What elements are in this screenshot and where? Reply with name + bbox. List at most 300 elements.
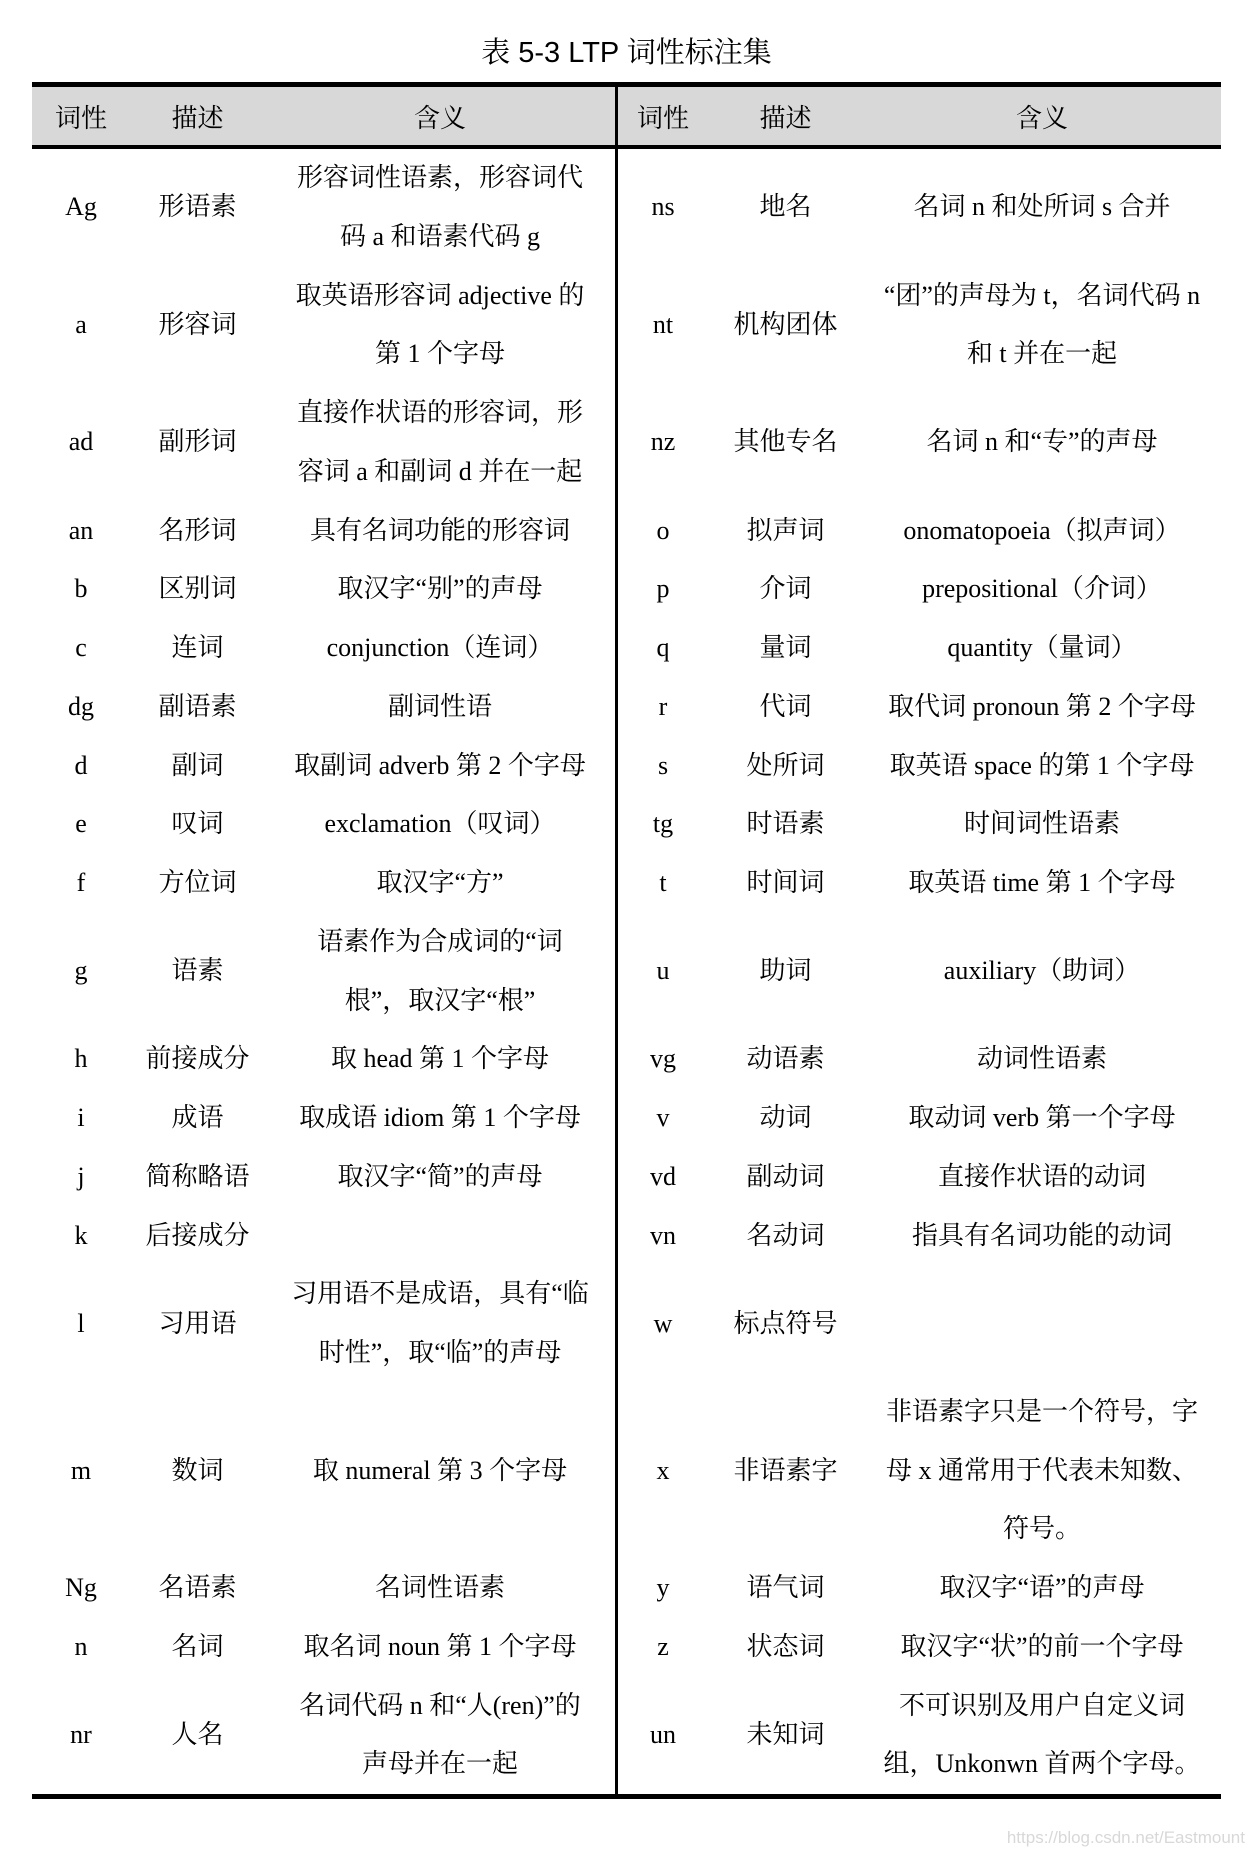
desc-cell-text: 拟声词 [746,515,825,545]
table-row [618,1559,1221,1618]
tag-cell-text: n [74,1631,88,1661]
tag-cell [32,384,130,502]
meaning-line: 取英语 space 的第 1 个字母 [889,750,1195,780]
desc-cell-text: 简称略语 [145,1161,250,1191]
tag-cell [618,149,708,267]
meaning-cell [863,619,1221,678]
desc-cell-text: 区别词 [158,574,237,604]
desc-cell-text: 其他专名 [733,427,838,457]
desc-cell-text: 副语素 [158,691,237,721]
table-row [32,560,615,619]
table-header [32,87,1221,149]
meaning-cell [863,1089,1221,1148]
meaning-cell [265,1383,615,1559]
meaning-line: 指具有名词功能的动词 [911,1220,1172,1250]
table-row [618,1265,1221,1383]
meaning-line: 形容词性语素，形容词代 [296,163,583,192]
desc-cell-text: 名词 [171,1631,224,1661]
tag-cell-text: r [658,691,668,721]
tag-cell-text: a [75,309,87,339]
desc-cell-text: 语素 [171,956,224,986]
table-body [32,149,1221,1794]
tag-cell-text: m [70,1455,92,1485]
meaning-cell [863,1148,1221,1207]
desc-cell [708,1618,863,1677]
desc-cell [708,149,863,267]
meaning-cell [265,1559,615,1618]
desc-cell-text: 动语素 [746,1044,825,1074]
tag-cell-text: j [77,1161,85,1191]
desc-cell-text: 状态词 [746,1631,825,1661]
desc-cell [708,737,863,796]
table-row [618,502,1221,561]
meaning-cell [863,1265,1221,1383]
meaning-cell [265,1089,615,1148]
desc-cell-text: 助词 [759,956,812,986]
meaning-line: 取成语 idiom 第 1 个字母 [299,1103,581,1132]
tag-cell-text: q [656,633,670,662]
desc-cell [708,678,863,737]
desc-cell-text: 名形词 [158,515,237,545]
tag-cell-text: vd [650,1161,676,1191]
meaning-line: 符号。 [1002,1514,1081,1544]
desc-cell-text: 代词 [759,691,812,721]
desc-cell-text: 人名 [171,1719,224,1749]
tag-cell-text: u [656,956,670,986]
tag-cell-text: un [650,1719,676,1749]
meaning-cell [863,267,1221,385]
desc-cell-text: 方位词 [158,868,237,897]
tag-cell-text: p [656,574,670,604]
tag-cell [32,795,130,854]
meaning-cell [863,384,1221,502]
table-row [32,267,615,385]
tag-cell-text: e [75,809,87,839]
meaning-line: conjunction（连词） [326,633,554,662]
table-row [618,1148,1221,1207]
table-row [32,1030,615,1089]
meaning-cell [265,737,615,796]
desc-cell-text: 副形词 [158,427,237,457]
tag-cell-text: s [657,750,669,780]
table-row [618,1677,1221,1795]
desc-cell-text: 动词 [759,1103,812,1132]
desc-cell [708,1089,863,1148]
tag-cell [618,1559,708,1618]
meaning-line: 非语素字只是一个符号，字 [885,1396,1198,1426]
meaning-cell [863,913,1221,1031]
desc-cell-text: 未知词 [746,1719,825,1749]
meaning-cell [863,854,1221,913]
desc-cell [130,1618,265,1677]
tag-cell-text: x [656,1455,670,1485]
table-row [618,1030,1221,1089]
tag-cell [618,913,708,1031]
meaning-line: 取汉字“语”的声母 [939,1573,1145,1602]
desc-cell-text: 名动词 [746,1220,825,1250]
desc-cell-text: 形语素 [158,192,237,222]
header-desc: 描述 [759,102,812,133]
meaning-line: 时间词性语素 [963,809,1120,839]
desc-cell-text: 叹词 [171,809,224,839]
table-row [32,1265,615,1383]
meaning-cell [863,737,1221,796]
table-row [32,678,615,737]
desc-cell-text: 数词 [171,1455,224,1485]
meaning-cell [265,1677,615,1795]
tag-cell [618,854,708,913]
meaning-line: 取动词 verb 第一个字母 [908,1103,1176,1132]
table-row [32,149,615,267]
meaning-line: 取英语 time 第 1 个字母 [908,868,1176,897]
desc-cell-text: 处所词 [746,750,825,780]
desc-cell [130,1383,265,1559]
tag-cell-text: y [656,1573,670,1602]
meaning-line: 不可识别及用户自定义词 [898,1690,1185,1720]
header-tag: 词性 [636,102,689,133]
tag-cell [32,1265,130,1383]
tag-cell [32,1030,130,1089]
meaning-line: 声母并在一起 [361,1749,518,1779]
table-row [618,149,1221,267]
tag-cell [32,1207,130,1266]
tag-cell [32,1559,130,1618]
desc-cell [130,737,265,796]
tag-cell [32,149,130,267]
tag-cell [618,1383,708,1559]
meaning-cell [265,619,615,678]
tag-cell [618,619,708,678]
meaning-line: 动词性语素 [976,1044,1107,1074]
header-desc: 描述 [171,102,224,133]
header-meaning: 含义 [265,87,618,145]
desc-cell [130,1148,265,1207]
desc-cell-text: 机构团体 [733,309,838,339]
meaning-line: 取 head 第 1 个字母 [330,1044,550,1074]
meaning-line: 语素作为合成词的“词 [317,926,563,956]
meaning-line: exclamation（叹词） [324,809,556,839]
desc-cell [708,1265,863,1383]
tag-cell [618,737,708,796]
table-caption: 表 5-3 LTP 词性标注集 [481,37,772,69]
desc-cell-text: 时间词 [746,868,825,897]
tag-cell-text: f [76,868,86,897]
desc-cell [708,1030,863,1089]
meaning-cell [863,560,1221,619]
meaning-cell [863,1207,1221,1266]
meaning-cell [863,795,1221,854]
table-row [32,502,615,561]
tag-cell [618,678,708,737]
tag-cell-text: an [68,515,94,545]
meaning-cell [863,502,1221,561]
desc-cell [708,384,863,502]
tag-cell-text: nz [650,427,676,457]
meaning-line: 码 a 和语素代码 g [339,221,541,251]
desc-cell-text: 量词 [759,633,812,662]
desc-cell-text: 后接成分 [145,1220,250,1250]
meaning-line: 直接作状语的形容词，形 [296,398,583,427]
tag-cell-text: g [74,956,88,986]
meaning-line: 容词 a 和副词 d 并在一起 [297,456,583,486]
tag-cell [618,560,708,619]
desc-cell [708,854,863,913]
desc-cell [130,678,265,737]
tag-cell-text: nt [652,309,674,339]
desc-cell-text: 成语 [171,1103,224,1132]
desc-cell [708,560,863,619]
meaning-cell [863,1030,1221,1089]
tag-cell-text: nr [70,1719,92,1749]
meaning-cell [265,795,615,854]
desc-cell-text: 介词 [759,574,812,604]
meaning-cell [265,267,615,385]
desc-cell-text: 非语素字 [733,1455,838,1485]
desc-cell [130,1559,265,1618]
tag-cell [32,560,130,619]
desc-cell [708,795,863,854]
desc-cell [130,560,265,619]
meaning-cell [265,1207,615,1266]
meaning-line: onomatopoeia（拟声词） [903,515,1181,545]
table-row [32,1383,615,1559]
tag-cell [32,854,130,913]
watermark: https://blog.csdn.net/Eastmount [1006,1828,1245,1847]
meaning-line: “团”的声母为 t，名词代码 n [883,280,1201,310]
table-row [618,1383,1221,1559]
desc-cell [708,913,863,1031]
table-row [618,1618,1221,1677]
meaning-line: auxiliary（助词） [943,956,1141,986]
meaning-line: 名词性语素 [374,1573,505,1602]
table-row [32,1148,615,1207]
meaning-line: 取 numeral 第 3 个字母 [312,1455,568,1485]
table-row [618,795,1221,854]
desc-cell [130,795,265,854]
tag-cell [618,1265,708,1383]
tag-cell [618,1148,708,1207]
desc-cell [130,1265,265,1383]
desc-cell [130,384,265,502]
table-row [618,913,1221,1031]
table-row [618,267,1221,385]
tag-cell [32,1089,130,1148]
table-row [32,854,615,913]
table-row [32,1089,615,1148]
desc-cell-text: 习用语 [158,1308,237,1338]
tag-cell-text: Ng [65,1573,97,1602]
desc-cell [130,913,265,1031]
tag-cell-text: vn [650,1220,676,1250]
tag-cell [618,795,708,854]
desc-cell [708,1559,863,1618]
meaning-cell [265,1030,615,1089]
tag-cell-text: ad [68,427,94,457]
meaning-cell [863,149,1221,267]
table-row [32,384,615,502]
meaning-cell [265,1618,615,1677]
meaning-cell [265,854,615,913]
tag-cell-text: t [659,868,667,897]
meaning-line: 具有名词功能的形容词 [309,515,570,545]
desc-cell-text: 名语素 [158,1573,237,1602]
tag-cell [618,1089,708,1148]
table-row [618,1089,1221,1148]
table-row [618,560,1221,619]
table-row [618,678,1221,737]
desc-cell [130,149,265,267]
tag-cell [32,737,130,796]
desc-cell-text: 形容词 [158,309,237,339]
tag-cell [32,502,130,561]
table-row [32,737,615,796]
tag-cell-text: h [74,1044,88,1074]
tag-cell-text: d [74,750,88,780]
desc-cell [130,1089,265,1148]
header-tag: 词性 [54,102,107,133]
meaning-cell [265,678,615,737]
table-row [618,854,1221,913]
desc-cell-text: 连词 [171,633,224,662]
tag-cell [32,1148,130,1207]
pos-tag-table [32,82,1221,1799]
meaning-line: 直接作状语的动词 [937,1161,1146,1191]
desc-cell-text: 时语素 [746,809,825,839]
meaning-cell [265,1148,615,1207]
desc-cell [130,619,265,678]
tag-cell-text: v [656,1103,670,1132]
meaning-cell [863,1618,1221,1677]
desc-cell-text: 副动词 [746,1161,825,1191]
desc-cell [708,1148,863,1207]
meaning-cell [265,1265,615,1383]
tag-cell [32,1677,130,1795]
meaning-line: 取汉字“简”的声母 [337,1161,543,1191]
table-row [32,913,615,1031]
table-row [32,1618,615,1677]
header-meaning: 含义 [1015,102,1068,133]
tag-cell-text: dg [68,691,94,721]
meaning-line: 取汉字“状”的前一个字母 [900,1631,1184,1661]
desc-cell [130,1677,265,1795]
tag-cell-text: c [75,633,87,662]
desc-cell [708,267,863,385]
tag-cell-text: k [74,1220,88,1250]
meaning-cell [265,913,615,1031]
left-half [32,149,618,1794]
meaning-line: 取代词 pronoun 第 2 个字母 [888,691,1196,721]
desc-cell [708,502,863,561]
meaning-line: 名词代码 n 和“人(ren)”的 [299,1690,581,1720]
tag-cell [32,267,130,385]
desc-cell [130,854,265,913]
tag-cell-text: l [77,1308,85,1338]
table-row [618,384,1221,502]
meaning-line: 取名词 noun 第 1 个字母 [303,1631,577,1661]
tag-cell-text: tg [652,809,674,839]
meaning-cell [265,149,615,267]
meaning-cell [265,502,615,561]
table-row [618,619,1221,678]
table-row [32,1559,615,1618]
meaning-line: 取汉字“方” [376,868,504,897]
tag-cell-text: z [657,1631,669,1661]
meaning-line: 名词 n 和处所词 s 合并 [913,192,1171,222]
table-row [618,1207,1221,1266]
tag-cell-text: vg [650,1044,676,1074]
meaning-cell [863,1559,1221,1618]
table-row [32,1677,615,1795]
meaning-cell [265,384,615,502]
meaning-cell [265,560,615,619]
tag-cell-text: Ag [65,192,97,222]
tag-cell [32,1383,130,1559]
table-row [618,737,1221,796]
tag-cell [618,502,708,561]
desc-cell [708,619,863,678]
meaning-line: 第 1 个字母 [374,339,505,369]
tag-cell-text: i [77,1103,85,1132]
table-row [32,619,615,678]
right-half [618,149,1221,1794]
meaning-cell [863,678,1221,737]
meaning-line: 取汉字“别”的声母 [337,574,543,604]
meaning-cell [863,1383,1221,1559]
tag-cell [32,678,130,737]
desc-cell-text: 地名 [759,192,812,222]
tag-cell [618,384,708,502]
desc-cell-text: 前接成分 [145,1044,250,1074]
tag-cell [618,267,708,385]
tag-cell [618,1030,708,1089]
meaning-line: 取副词 adverb 第 2 个字母 [294,750,586,780]
desc-cell [130,267,265,385]
tag-cell [618,1677,708,1795]
desc-cell [130,1207,265,1266]
meaning-line: quantity（量词） [947,633,1137,662]
meaning-line: 名词 n 和“专”的声母 [926,427,1158,457]
meaning-line: 取英语形容词 adjective 的 [295,280,585,310]
tag-cell-text: ns [651,192,675,222]
desc-cell [708,1383,863,1559]
meaning-line: 习用语不是成语，具有“临 [291,1279,589,1309]
tag-cell [32,913,130,1031]
desc-cell [130,502,265,561]
tag-cell [32,619,130,678]
meaning-line: 时性”，取“临”的声母 [318,1338,562,1367]
meaning-line: prepositional（介词） [922,574,1162,604]
desc-cell-text: 语气词 [746,1573,825,1602]
table-row [32,1207,615,1266]
tag-cell-text: b [74,574,88,604]
meaning-line: 和 t 并在一起 [966,339,1118,369]
tag-cell-text: w [653,1308,673,1338]
meaning-line: 母 x 通常用于代表未知数、 [885,1455,1198,1485]
tag-cell [618,1618,708,1677]
tag-cell-text: o [656,515,670,545]
desc-cell-text: 副词 [171,750,224,780]
meaning-cell [863,1677,1221,1795]
table-row [32,795,615,854]
meaning-line: 副词性语 [387,691,492,721]
tag-cell [32,1618,130,1677]
desc-cell [708,1207,863,1266]
tag-cell [618,1207,708,1266]
desc-cell [708,1677,863,1795]
desc-cell-text: 标点符号 [733,1308,838,1338]
meaning-line: 组，Unkonwn 首两个字母。 [883,1749,1201,1779]
meaning-line: 根”，取汉字“根” [344,985,536,1015]
